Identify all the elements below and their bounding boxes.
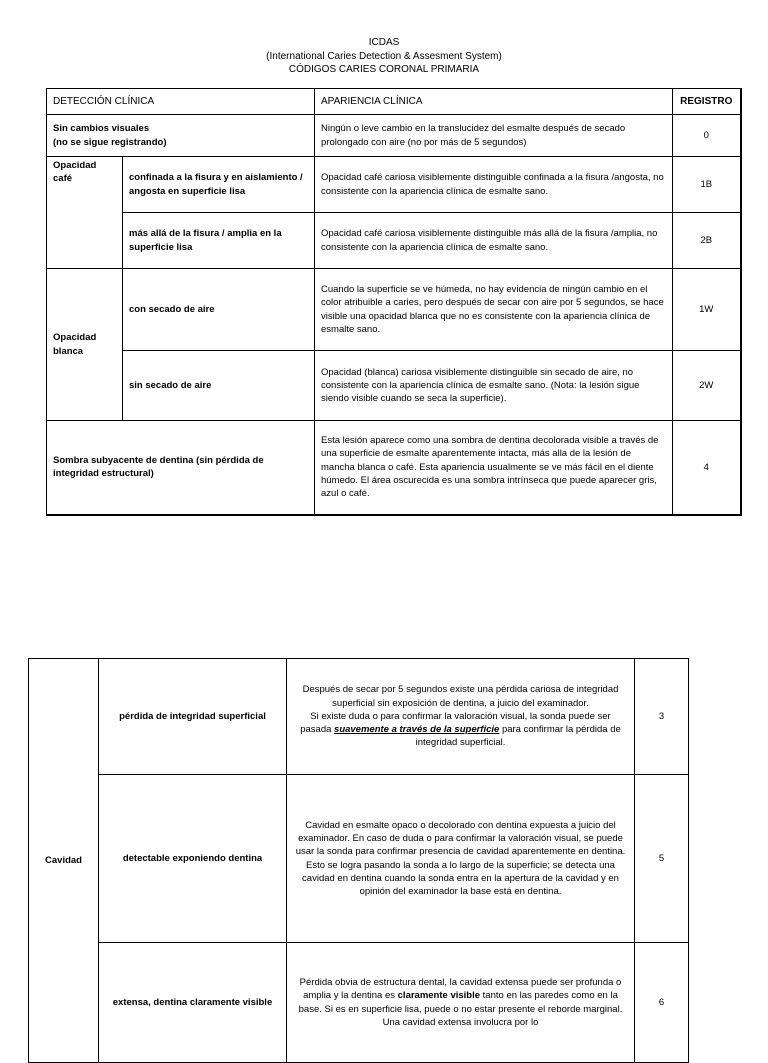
apariencia-text: Después de secar por 5 segundos existe una pérdida cariosa de integridad superficial sin exposición de dentina, a juicio del examinador. (302, 684, 619, 709)
registro-code: 4 (673, 421, 741, 515)
sub-criterion-cell: detectable exponiendo dentina (99, 775, 287, 943)
deteccion-cell: Sombra subyacente de dentina (sin pérdida de integridad estructural) (47, 421, 315, 515)
registro-code: 2B (673, 213, 741, 269)
deteccion-note: (no se sigue registrando) (53, 136, 167, 148)
table-header-row (47, 89, 741, 115)
apariencia-cell: Ningún o leve cambio en la translucidez del esmalte después de secado prolongado con aire (no por más de 5 segundos) (315, 115, 673, 157)
table-row (47, 157, 741, 213)
apariencia-text-part: para confirmar la pérdida de integridad superficial. (415, 724, 621, 749)
cavidad-codes-table (28, 658, 689, 1063)
apariencia-cell: Opacidad café cariosa visiblemente distinguible confinada a la fisura /angosta, no consistente con la apariencia clínica de esmalte sano. (315, 157, 673, 213)
apariencia-cell: Cavidad en esmalte opaco o decolorado con dentina expuesta a juicio del examinador. En caso de duda o para confirmar la valoración visual, se puede usar la sonda para confirmar presencia de cavidad aparentemente en dentina. Esto se logra pasando la sonda a lo largo de la superficie; se detecta una cavidad en dentina cuando la sonda entra en la apertura de la cavidad y en opinión del examinador la base está en dentina. (287, 775, 635, 943)
table-row (47, 213, 741, 269)
apariencia-text (295, 710, 626, 750)
emphasis-text: suavemente a través de la superficie (334, 724, 500, 736)
header-deteccion: DETECCIÓN CLÍNICA (47, 89, 315, 115)
apariencia-cell (287, 943, 635, 1063)
header-section-title: CÓDIGOS CARIES CORONAL PRIMARIA (288, 64, 480, 75)
apariencia-cell (287, 659, 635, 775)
registro-code: 0 (673, 115, 741, 157)
table-row (47, 351, 741, 421)
registro-code: 1W (673, 269, 741, 351)
header-registro: REGISTRO (673, 89, 741, 115)
sub-criterion-cell: con secado de aire (123, 269, 315, 351)
apariencia-text-part: Si existe duda o para confirmar la valoración visual, la sonda puede ser pasada (300, 710, 611, 736)
apariencia-cell: Cuando la superficie se ve húmeda, no hay evidencia de ningún cambio en el color atribuible a caries, pero después de secar con aire por 5 segundos, se hace visible una opacidad blanca que no es consistente con la apariencia clínica de esmalte sano. (315, 269, 673, 351)
sub-criterion-cell: pérdida de integridad superficial (99, 659, 287, 775)
sub-criterion-cell: más allá de la fisura / amplia en la superficie lisa (123, 213, 315, 269)
group-cell: Cavidad (29, 659, 99, 1063)
apariencia-text-part: tanto en las paredes como en la base. Si es en superficie lisa, puede o no estar presente el reborde marginal. Una cavidad extensa involucra por lo (298, 990, 623, 1028)
table-row (29, 775, 689, 943)
header-title: ICDAS (368, 37, 400, 48)
apariencia-cell: Esta lesión aparece como una sombra de dentina decolorada visible a través de una superficie de esmalte aparentemente intacta, más alla de la lesión de mancha blanca o café. Esta apariencia usualmente se ve más fácil en el diente húmedo. El área oscurecida es una sombra intrínseca que puede aparecer gris, azul o café. (315, 421, 673, 515)
table-row (47, 115, 741, 157)
sub-criterion-cell: extensa, dentina claramente visible (99, 943, 287, 1063)
sub-criterion-cell: sin secado de aire (123, 351, 315, 421)
deteccion-cell (47, 115, 315, 157)
table-row (47, 269, 741, 351)
table-row (29, 943, 689, 1063)
apariencia-cell: Opacidad (blanca) cariosa visiblemente distinguible sin secado de aire, no consistente con la apariencia clínica de esmalte sano. (Nota: la lesión sigue siendo visible cuando se seca la superficie). (315, 351, 673, 421)
registro-code: 2W (673, 351, 741, 421)
icdas-codes-table (46, 88, 742, 516)
table-row (47, 421, 741, 515)
table-row (29, 659, 689, 775)
deteccion-label: Sin cambios visuales (53, 123, 150, 135)
sub-criterion-cell: confinada a la fisura y en aislamiento / angosta en superficie lisa (123, 157, 315, 213)
emphasis-text: claramente visible (397, 990, 481, 1002)
registro-code: 6 (635, 943, 689, 1063)
document-header (0, 36, 768, 77)
header-subtitle: (International Caries Detection & Assesment System) (266, 50, 502, 62)
apariencia-text-part: Pérdida obvia de estructura dental, la cavidad extensa puede ser profunda o amplia y la dentina es (299, 976, 622, 1002)
group-cell: Opacidad café (47, 157, 123, 269)
apariencia-cell: Opacidad café cariosa visiblemente distinguible más allá de la fisura /amplia, no consistente con la apariencia clínica de esmalte sano. (315, 213, 673, 269)
registro-code: 3 (635, 659, 689, 775)
registro-code: 5 (635, 775, 689, 943)
group-cell: Opacidad blanca (47, 269, 123, 421)
registro-code: 1B (673, 157, 741, 213)
header-apariencia: APARIENCIA CLÍNICA (315, 89, 673, 115)
